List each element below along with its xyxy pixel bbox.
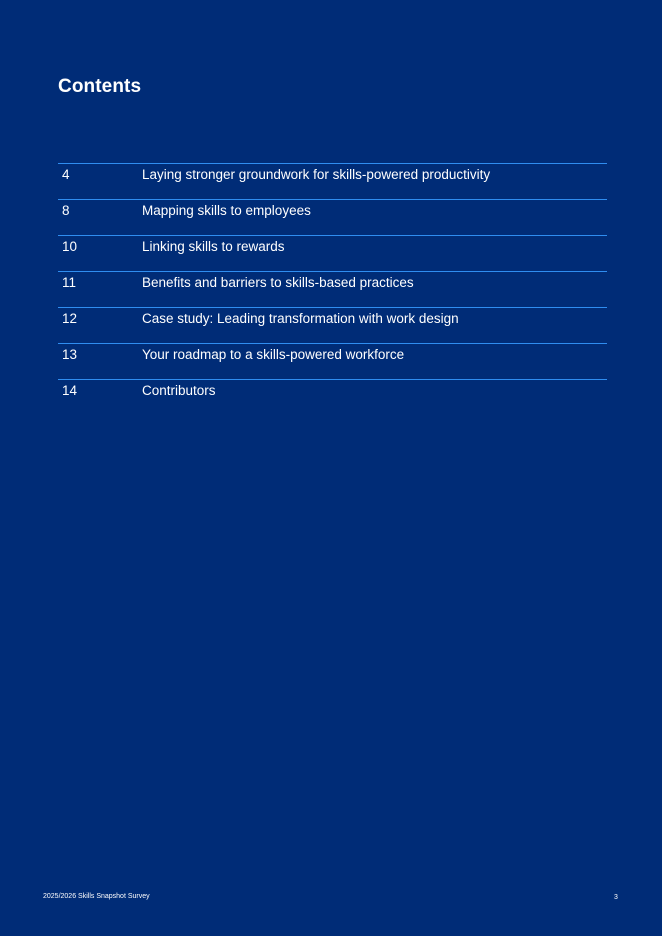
toc-entry[interactable]: [58, 163, 607, 199]
toc-page-number: 11: [62, 275, 77, 290]
toc-entry[interactable]: [58, 235, 607, 271]
toc-page-number: 12: [62, 311, 78, 326]
toc-entry-title: Mapping skills to employees: [142, 203, 311, 218]
page-title: Contents: [58, 76, 142, 97]
toc-entry-title: Contributors: [142, 383, 216, 398]
footer-page-number: 3: [614, 894, 618, 901]
toc-entry[interactable]: [58, 379, 607, 415]
toc-page-number: 10: [62, 239, 78, 254]
toc-entry-title: Case study: Leading transformation with work design: [142, 311, 459, 326]
toc-entry-title: Benefits and barriers to skills-based practices: [142, 275, 414, 290]
toc-entry[interactable]: [58, 307, 607, 343]
toc-entry-title: Laying stronger groundwork for skills-powered productivity: [142, 167, 491, 182]
toc-entry[interactable]: [58, 199, 607, 235]
toc-entry-title: Your roadmap to a skills-powered workforce: [142, 347, 405, 362]
toc-entry[interactable]: [58, 271, 607, 307]
toc-page-number: 4: [62, 167, 70, 182]
toc-entry[interactable]: [58, 343, 607, 379]
footer-publication-title: 2025/2026 Skills Snapshot Survey: [43, 893, 150, 900]
toc-page-number: 8: [62, 203, 70, 218]
toc-page-number: 13: [62, 347, 78, 362]
toc-page-number: 14: [62, 383, 78, 398]
toc-entry-title: Linking skills to rewards: [142, 239, 285, 254]
table-of-contents: [58, 163, 607, 415]
